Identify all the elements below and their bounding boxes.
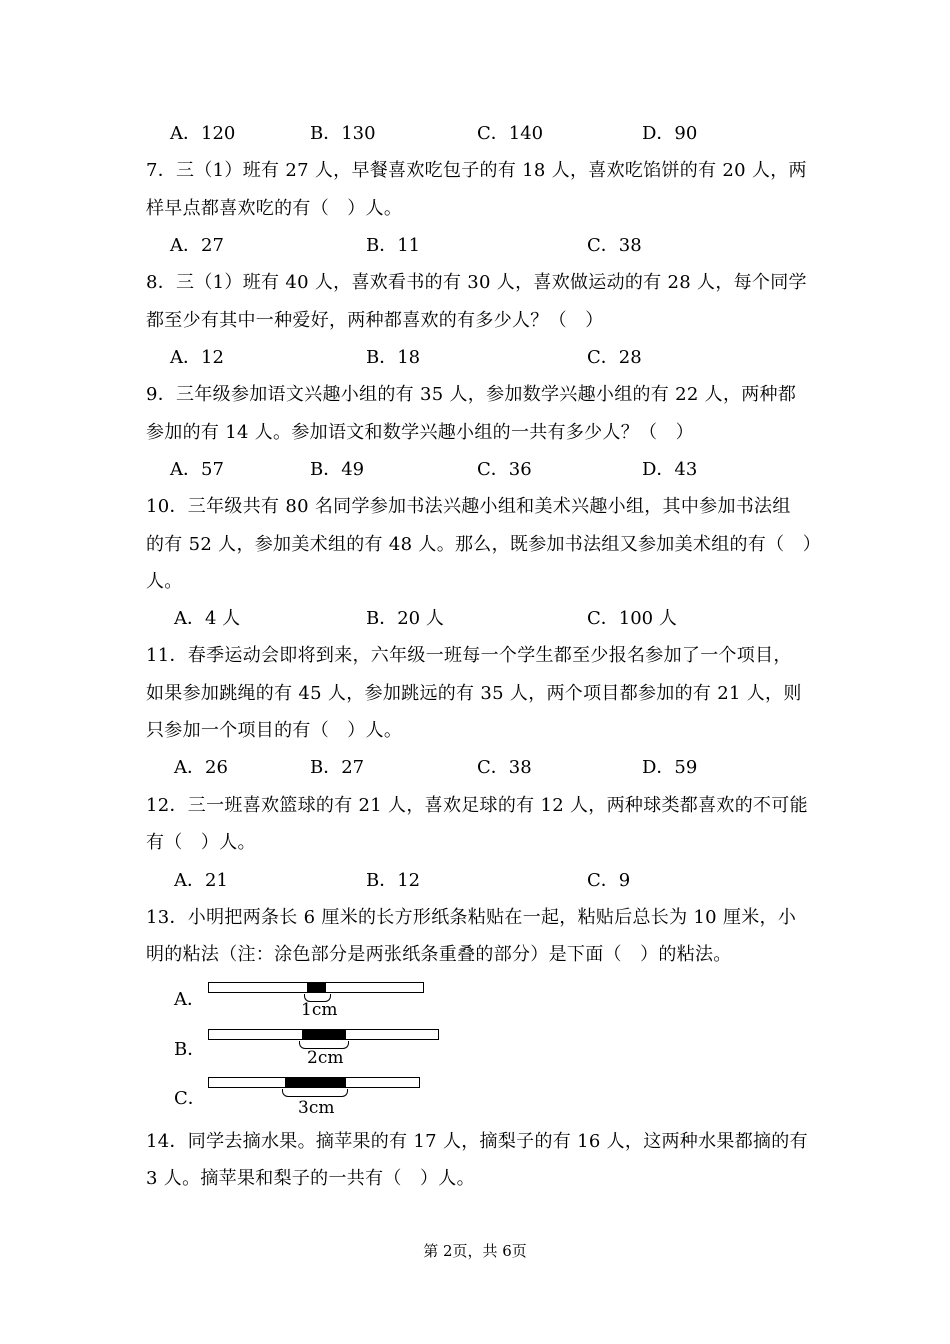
option-a: A．27 (170, 235, 224, 256)
page-footer: 第 2页，共 6页 (423, 1242, 527, 1260)
question-8-line-1: 8．三（1）班有 40 人，喜欢看书的有 30 人，喜欢做运动的有 28 人，每个同学 (146, 272, 807, 293)
overlap-shaded (302, 1030, 346, 1039)
option-a: A．120 (170, 123, 236, 144)
option-c: C．38 (587, 235, 642, 256)
question-8-line-2: 都至少有其中一种爱好，两种都喜欢的有多少人？（ ） (146, 310, 604, 331)
question-9-line-2: 参加的有 14 人。参加语文和数学兴趣小组的一共有多少人？（ ） (146, 422, 694, 443)
option-a: A．4 人 (174, 608, 241, 629)
option-c: C．9 (587, 870, 631, 891)
question-11-line-1: 11．春季运动会即将到来，六年级一班每一个学生都至少报名参加了一个项目， (146, 645, 792, 666)
paper-strip (208, 1029, 439, 1040)
option-b: B．49 (310, 459, 365, 480)
option-c: C．38 (477, 757, 532, 778)
option-c: C．100 人 (587, 608, 677, 629)
question-7-line-1: 7．三（1）班有 27 人，早餐喜欢吃包子的有 18 人，喜欢吃馅饼的有 20 人，两 (146, 160, 807, 181)
option-a: A．57 (170, 459, 224, 480)
question-10-line-1: 10．三年级共有 80 名同学参加书法兴趣小组和美术兴趣小组，其中参加书法组 (146, 496, 791, 517)
option-b: B．20 人 (366, 608, 444, 629)
overlap-length-label: 3cm (298, 1098, 335, 1118)
figure-a-label: A． (174, 989, 205, 1010)
question-9-line-1: 9．三年级参加语文兴趣小组的有 35 人，参加数学兴趣小组的有 22 人，两种都 (146, 384, 797, 405)
option-a: A．26 (174, 757, 228, 778)
option-c: C．28 (587, 347, 642, 368)
option-b: B．130 (310, 123, 376, 144)
overlap-length-label: 1cm (301, 1000, 338, 1020)
option-b: B．18 (366, 347, 421, 368)
option-a: A．21 (174, 870, 228, 891)
option-d: D．90 (642, 123, 698, 144)
question-11-line-3: 只参加一个项目的有（ ）人。 (146, 720, 403, 741)
q13-figure-b (0, 1027, 950, 1071)
brace (282, 1089, 348, 1097)
question-14-line-2: 3 人。摘苹果和梨子的一共有（ ）人。 (146, 1168, 475, 1189)
option-c: C．36 (477, 459, 532, 480)
paper-strip (208, 1077, 420, 1088)
question-10-line-3: 人。 (146, 571, 183, 592)
question-12-line-1: 12．三一班喜欢篮球的有 21 人，喜欢足球的有 12 人，两种球类都喜欢的不可能 (146, 795, 808, 816)
option-b: B．12 (366, 870, 421, 891)
figure-b-label: B． (174, 1039, 206, 1060)
paper-strip (208, 982, 424, 993)
option-b: B．27 (310, 757, 365, 778)
question-14-line-1: 14．同学去摘水果。摘苹果的有 17 人，摘梨子的有 16 人，这两种水果都摘的有 (146, 1131, 808, 1152)
question-7-line-2: 样早点都喜欢吃的有（ ）人。 (146, 198, 403, 219)
q13-figure-a (0, 980, 950, 1024)
question-10-line-2: 的有 52 人，参加美术组的有 48 人。那么，既参加书法组又参加美术组的有（ ） (146, 534, 821, 555)
question-13-line-1: 13．小明把两条长 6 厘米的长方形纸条粘贴在一起，粘贴后总长为 10 厘米，小 (146, 907, 797, 928)
question-12-line-2: 有（ ）人。 (146, 832, 256, 853)
overlap-shaded (285, 1078, 346, 1087)
option-c: C．140 (477, 123, 544, 144)
question-11-line-2: 如果参加跳绳的有 45 人，参加跳远的有 35 人，两个项目都参加的有 21 人，则 (146, 683, 802, 704)
option-d: D．43 (642, 459, 698, 480)
q13-figure-c (0, 1077, 950, 1121)
figure-c-label: C． (174, 1088, 206, 1109)
option-b: B．11 (366, 235, 421, 256)
option-a: A．12 (170, 347, 224, 368)
overlap-length-label: 2cm (307, 1048, 344, 1068)
question-13-line-2: 明的粘法（注：涂色部分是两张纸条重叠的部分）是下面（ ）的粘法。 (146, 944, 732, 965)
option-d: D．59 (642, 757, 698, 778)
overlap-shaded (307, 983, 326, 992)
